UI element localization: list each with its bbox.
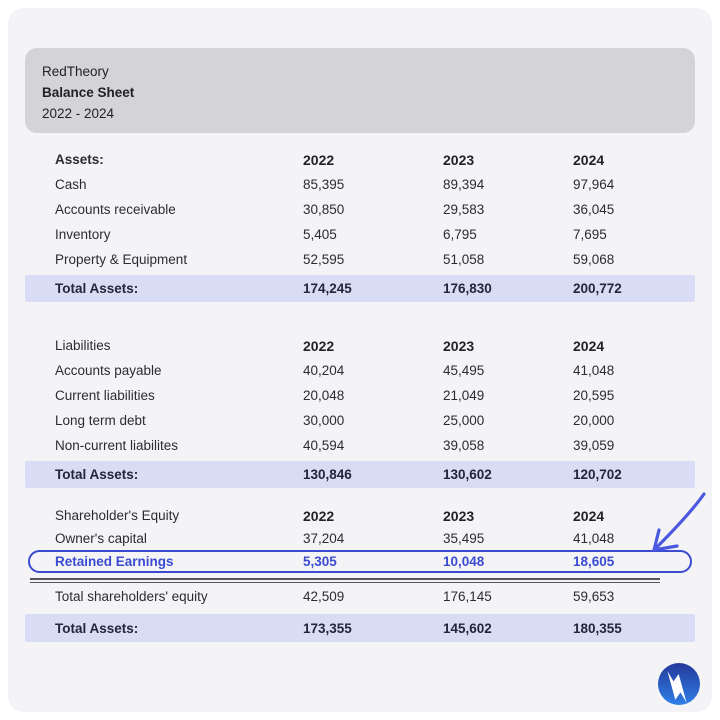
cell-value: 130,602 [443, 467, 492, 482]
cell-value: 85,395 [303, 177, 345, 192]
cell-value: 20,595 [573, 388, 615, 403]
cell-value: 176,145 [443, 589, 492, 604]
cell-value: 40,204 [303, 363, 345, 378]
line-item-label: Accounts payable [55, 363, 162, 378]
year-column-header: 2024 [573, 507, 605, 524]
line-item-label: Total shareholders' equity [55, 589, 208, 604]
cell-value: 180,355 [573, 620, 622, 636]
cell-value: 174,245 [303, 281, 352, 296]
section-title: Shareholder's Equity [55, 508, 180, 523]
document-title: Balance Sheet [42, 85, 135, 100]
cell-value: 59,068 [573, 252, 615, 267]
line-item-row [25, 433, 695, 458]
balance-sheet-table [25, 147, 695, 642]
year-column-header: 2022 [303, 337, 335, 354]
total-label: Total Assets: [55, 281, 139, 296]
cell-value: 37,204 [303, 531, 345, 546]
cell-value: 18,605 [573, 554, 615, 569]
annotation-arrow-icon [640, 488, 712, 560]
document-header [25, 48, 695, 133]
cell-value: 39,059 [573, 438, 615, 453]
line-item-label: Non-current liabilites [55, 438, 179, 453]
year-column-header: 2022 [303, 151, 335, 168]
section-header-equity [25, 504, 695, 527]
line-item-row [25, 172, 695, 197]
total-row-equity [25, 614, 695, 642]
cell-value: 5,405 [303, 227, 337, 242]
cell-value: 52,595 [303, 252, 345, 267]
line-item-row [25, 222, 695, 247]
cell-value: 51,058 [443, 252, 485, 267]
cell-value: 39,058 [443, 438, 485, 453]
line-item-row [25, 408, 695, 433]
cell-value: 10,048 [443, 554, 485, 569]
section-equity [25, 504, 695, 642]
cell-value: 97,964 [573, 177, 615, 192]
section-title: Assets: [55, 152, 104, 167]
year-column-header: 2023 [443, 337, 475, 354]
section-title: Liabilities [55, 338, 111, 353]
line-item-row [25, 247, 695, 272]
cell-value: 25,000 [443, 413, 485, 428]
line-item-label: Long term debt [55, 413, 146, 428]
cell-value: 173,355 [303, 620, 352, 636]
total-label: Total Assets: [55, 467, 139, 482]
cell-value: 45,495 [443, 363, 485, 378]
balance-sheet-card [8, 8, 712, 712]
cell-value: 29,583 [443, 202, 485, 217]
cell-value: 20,000 [573, 413, 615, 428]
line-item-row [25, 358, 695, 383]
cell-value: 21,049 [443, 388, 485, 403]
cell-value: 145,602 [443, 620, 492, 636]
line-item-label: Cash [55, 177, 87, 192]
double-rule-divider [30, 578, 660, 583]
line-item-row [25, 197, 695, 222]
year-column-header: 2022 [303, 507, 335, 524]
cell-value: 176,830 [443, 281, 492, 296]
cell-value: 5,305 [303, 554, 337, 569]
cell-value: 40,594 [303, 438, 345, 453]
cell-value: 6,795 [443, 227, 477, 242]
period-range: 2022 - 2024 [42, 106, 115, 121]
cell-value: 20,048 [303, 388, 345, 403]
cell-value: 120,702 [573, 467, 622, 482]
total-row-assets [25, 275, 695, 302]
cell-value: 41,048 [573, 363, 615, 378]
year-column-header: 2023 [443, 507, 475, 524]
year-column-header: 2023 [443, 151, 475, 168]
line-item-row [25, 383, 695, 408]
total-row-liabilities [25, 461, 695, 488]
line-item-label: Property & Equipment [55, 252, 188, 267]
line-item-label: Owner's capital [55, 531, 147, 546]
cell-value: 89,394 [443, 177, 485, 192]
line-item-row [25, 585, 695, 608]
section-header-assets [25, 147, 695, 172]
line-item-label: Current liabilities [55, 388, 155, 403]
section-header-liabilities [25, 333, 695, 358]
cell-value: 36,045 [573, 202, 615, 217]
cell-value: 42,509 [303, 589, 345, 604]
line-item-label: Retained Earnings [55, 554, 174, 569]
cell-value: 130,846 [303, 467, 352, 482]
cell-value: 30,000 [303, 413, 345, 428]
cell-value: 30,850 [303, 202, 345, 217]
year-column-header: 2024 [573, 151, 605, 168]
year-column-header: 2024 [573, 337, 605, 354]
line-item-label: Accounts receivable [55, 202, 176, 217]
cell-value: 7,695 [573, 227, 607, 242]
bolt-logo-icon [658, 663, 700, 705]
cell-value: 59,653 [573, 589, 615, 604]
cell-value: 35,495 [443, 531, 485, 546]
cell-value: 200,772 [573, 281, 622, 296]
total-label: Total Assets: [55, 620, 139, 636]
company-name: RedTheory [42, 64, 109, 79]
line-item-label: Inventory [55, 227, 111, 242]
line-item-row [25, 527, 695, 550]
cell-value: 41,048 [573, 531, 615, 546]
retained-earnings-highlighted-row [25, 550, 695, 573]
